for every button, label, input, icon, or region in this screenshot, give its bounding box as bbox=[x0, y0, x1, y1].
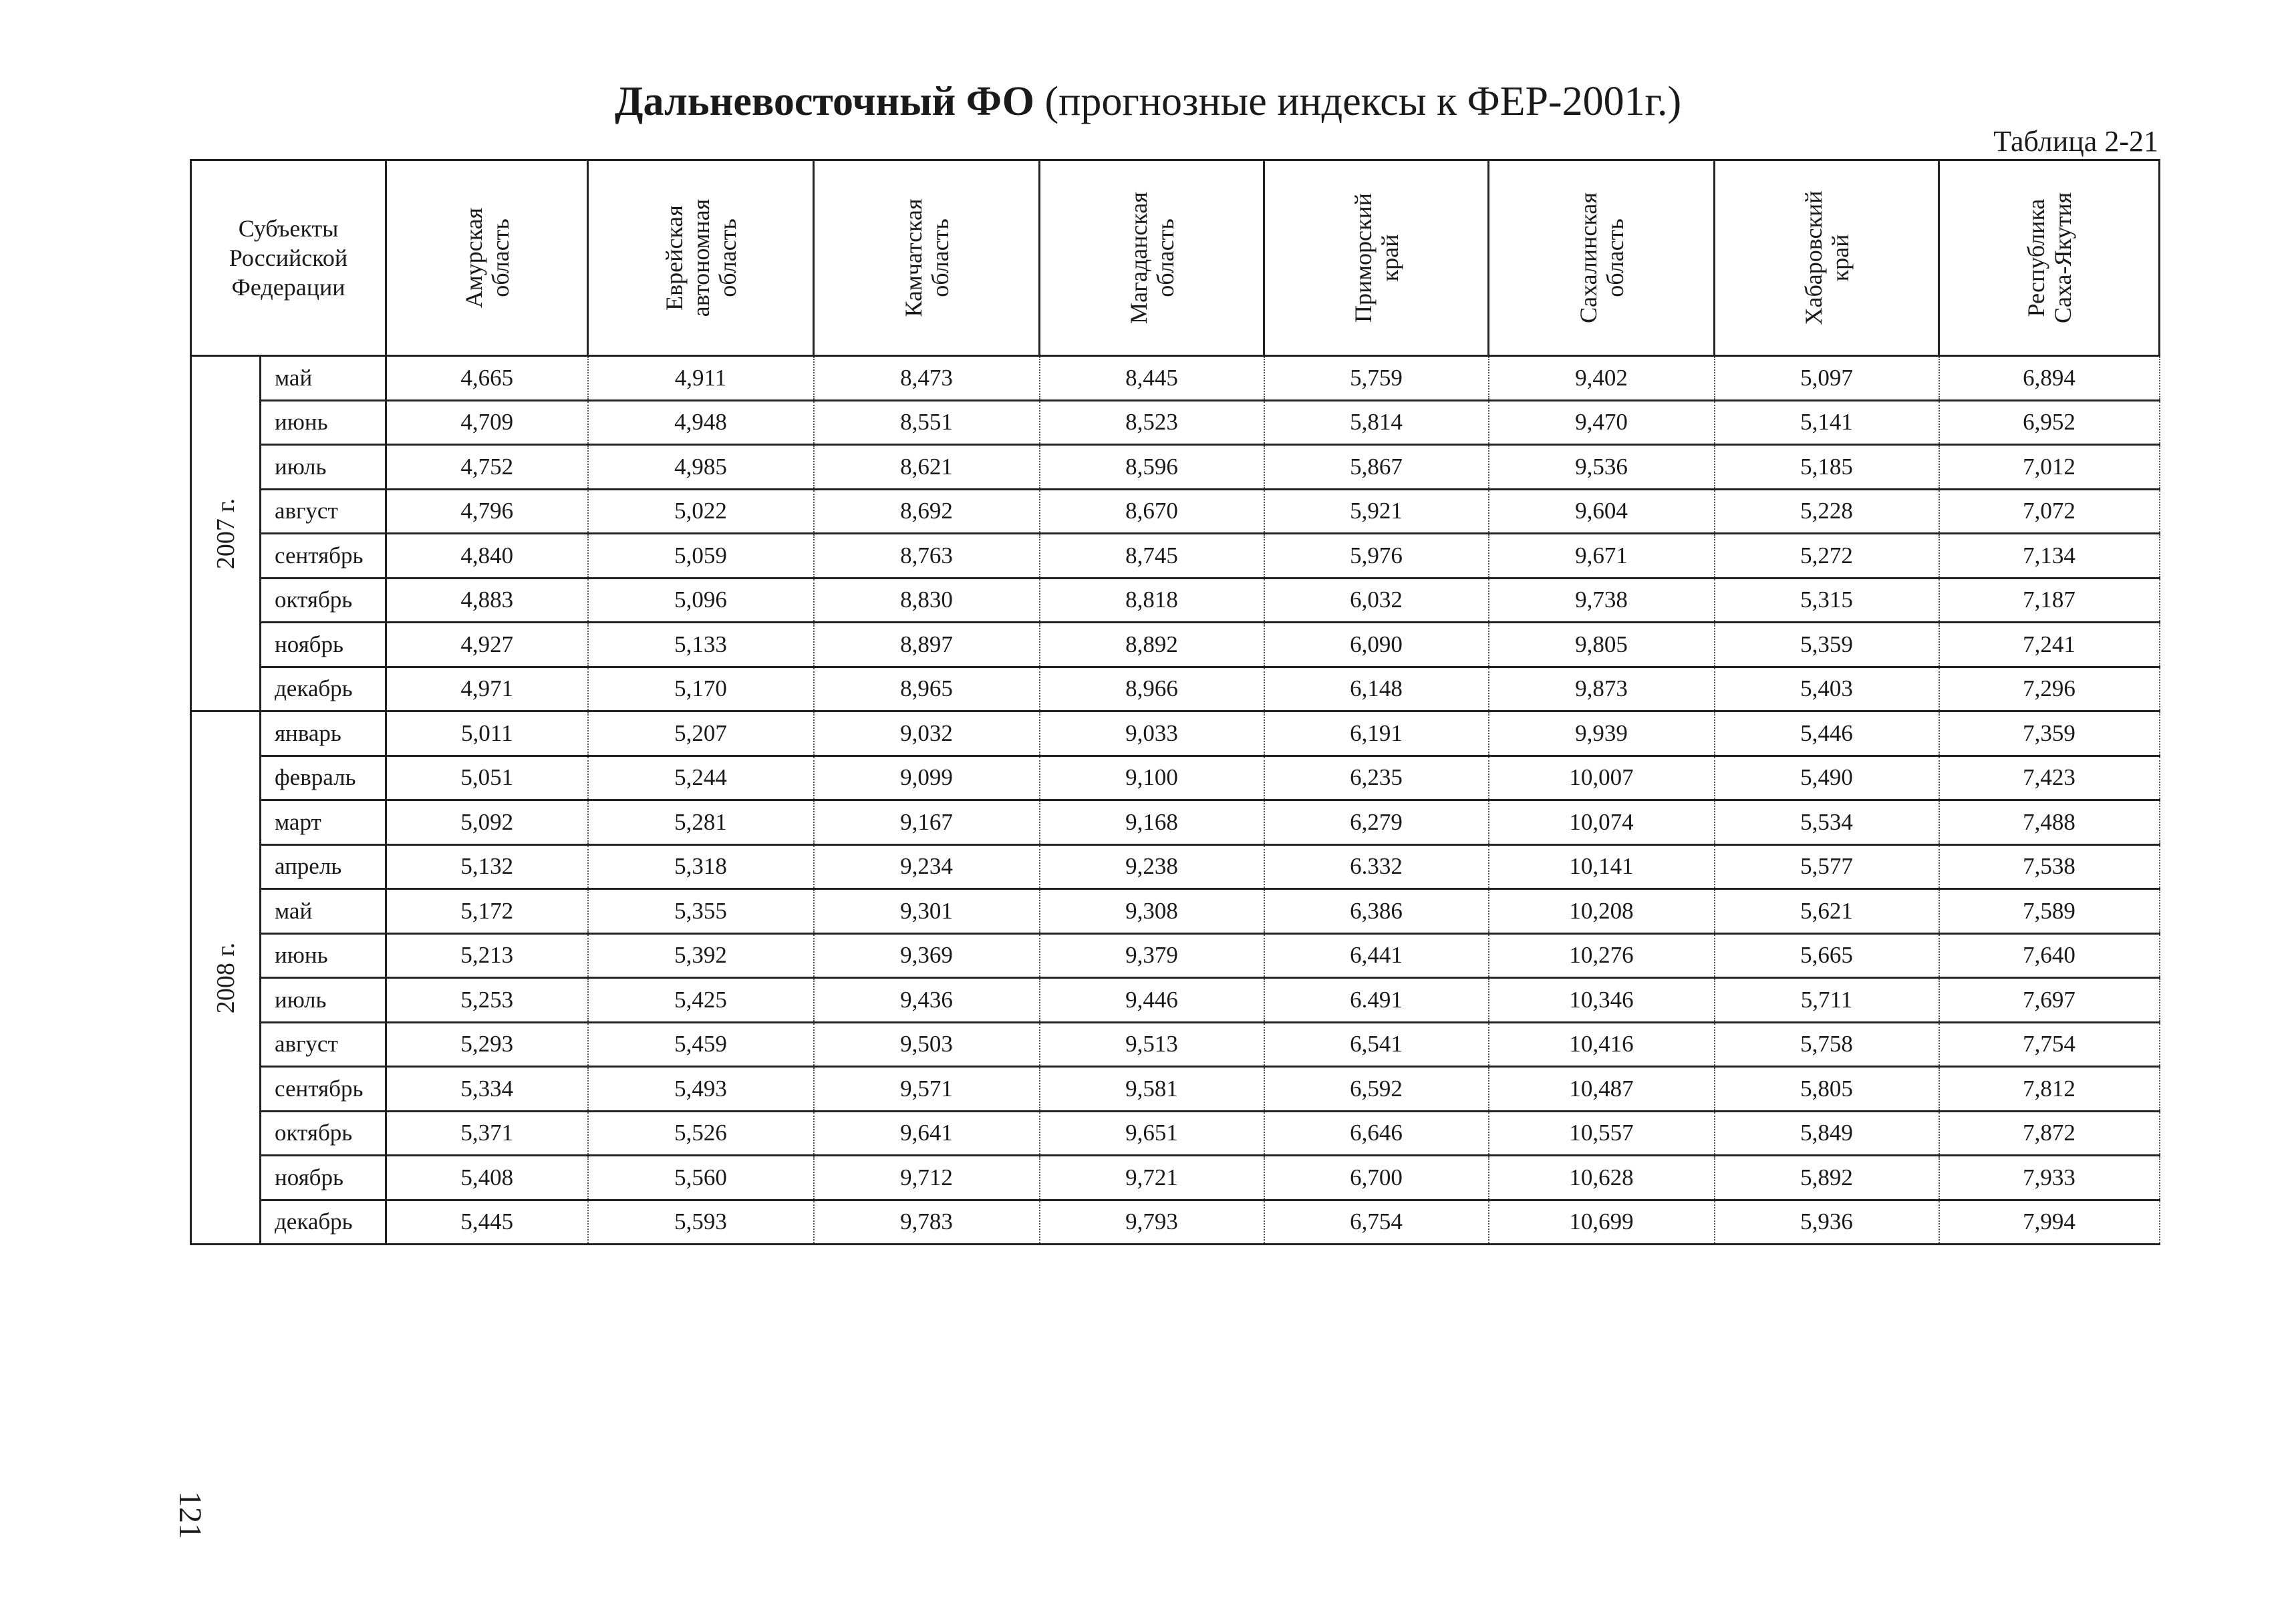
value-cell: 5,560 bbox=[588, 1156, 814, 1200]
value-cell: 5,011 bbox=[386, 711, 588, 756]
value-cell: 9,402 bbox=[1489, 356, 1715, 401]
value-cell: 5,459 bbox=[588, 1022, 814, 1067]
value-cell: 5,334 bbox=[386, 1067, 588, 1112]
value-cell: 4,927 bbox=[386, 623, 588, 667]
value-cell: 7,423 bbox=[1939, 756, 2160, 800]
value-cell: 7,697 bbox=[1939, 978, 2160, 1023]
table-row bbox=[191, 445, 2160, 490]
value-cell: 9,470 bbox=[1489, 400, 1715, 445]
month-cell: октябрь bbox=[261, 1111, 386, 1156]
value-cell: 7,296 bbox=[1939, 667, 2160, 711]
value-cell: 10,141 bbox=[1489, 844, 1715, 889]
column-header bbox=[1489, 160, 1715, 356]
value-cell: 6,191 bbox=[1264, 711, 1489, 756]
page-title bbox=[0, 75, 2296, 128]
value-cell: 5,849 bbox=[1715, 1111, 1939, 1156]
value-cell: 6,386 bbox=[1264, 889, 1489, 934]
table-row bbox=[191, 844, 2160, 889]
value-cell: 5,665 bbox=[1715, 933, 1939, 978]
month-cell: апрель bbox=[261, 844, 386, 889]
value-cell: 9,301 bbox=[814, 889, 1040, 934]
value-cell: 4,948 bbox=[588, 400, 814, 445]
value-cell: 4,796 bbox=[386, 489, 588, 534]
value-cell: 9,234 bbox=[814, 844, 1040, 889]
value-cell: 5,759 bbox=[1264, 356, 1489, 401]
month-cell: февраль bbox=[261, 756, 386, 800]
month-cell: июль bbox=[261, 978, 386, 1023]
month-cell: март bbox=[261, 800, 386, 845]
index-table bbox=[190, 159, 2160, 1245]
value-cell: 5,097 bbox=[1715, 356, 1939, 401]
value-cell: 10,276 bbox=[1489, 933, 1715, 978]
value-cell: 5,293 bbox=[386, 1022, 588, 1067]
value-cell: 5,403 bbox=[1715, 667, 1939, 711]
value-cell: 9,033 bbox=[1040, 711, 1264, 756]
value-cell: 5,976 bbox=[1264, 534, 1489, 579]
value-cell: 9,738 bbox=[1489, 578, 1715, 623]
value-cell: 8,965 bbox=[814, 667, 1040, 711]
table-row bbox=[191, 489, 2160, 534]
value-cell: 5,921 bbox=[1264, 489, 1489, 534]
month-cell: август bbox=[261, 489, 386, 534]
value-cell: 5,758 bbox=[1715, 1022, 1939, 1067]
value-cell: 8,692 bbox=[814, 489, 1040, 534]
value-cell: 5,814 bbox=[1264, 400, 1489, 445]
value-cell: 9,503 bbox=[814, 1022, 1040, 1067]
column-header-label: Сахалинская область bbox=[1574, 192, 1628, 323]
value-cell: 4,840 bbox=[386, 534, 588, 579]
value-cell: 9,712 bbox=[814, 1156, 1040, 1200]
table-row bbox=[191, 623, 2160, 667]
value-cell: 9,308 bbox=[1040, 889, 1264, 934]
value-cell: 5,490 bbox=[1715, 756, 1939, 800]
column-header bbox=[1715, 160, 1939, 356]
header-row bbox=[191, 160, 2160, 356]
value-cell: 8,473 bbox=[814, 356, 1040, 401]
value-cell: 5,253 bbox=[386, 978, 588, 1023]
value-cell: 8,523 bbox=[1040, 400, 1264, 445]
value-cell: 5,092 bbox=[386, 800, 588, 845]
table-row bbox=[191, 756, 2160, 800]
title-rest: (прогнозные индексы к ФЕР-2001г.) bbox=[1034, 79, 1682, 124]
table-row bbox=[191, 800, 2160, 845]
table-row bbox=[191, 711, 2160, 756]
value-cell: 5,577 bbox=[1715, 844, 1939, 889]
value-cell: 7,812 bbox=[1939, 1067, 2160, 1112]
value-cell: 9,436 bbox=[814, 978, 1040, 1023]
value-cell: 6,592 bbox=[1264, 1067, 1489, 1112]
value-cell: 5,315 bbox=[1715, 578, 1939, 623]
value-cell: 9,604 bbox=[1489, 489, 1715, 534]
value-cell: 7,589 bbox=[1939, 889, 2160, 934]
value-cell: 5,425 bbox=[588, 978, 814, 1023]
value-cell: 5,213 bbox=[386, 933, 588, 978]
value-cell: 8,596 bbox=[1040, 445, 1264, 490]
value-cell: 6,952 bbox=[1939, 400, 2160, 445]
value-cell: 7,359 bbox=[1939, 711, 2160, 756]
month-cell: сентябрь bbox=[261, 1067, 386, 1112]
table-label: Таблица 2-21 bbox=[1993, 125, 2158, 158]
table-row bbox=[191, 400, 2160, 445]
column-header bbox=[814, 160, 1040, 356]
value-cell: 10,699 bbox=[1489, 1200, 1715, 1245]
value-cell: 5,621 bbox=[1715, 889, 1939, 934]
value-cell: 5,281 bbox=[588, 800, 814, 845]
value-cell: 9,369 bbox=[814, 933, 1040, 978]
value-cell: 9,536 bbox=[1489, 445, 1715, 490]
value-cell: 9,446 bbox=[1040, 978, 1264, 1023]
value-cell: 5,141 bbox=[1715, 400, 1939, 445]
value-cell: 5,392 bbox=[588, 933, 814, 978]
value-cell: 6,700 bbox=[1264, 1156, 1489, 1200]
value-cell: 8,897 bbox=[814, 623, 1040, 667]
value-cell: 9,238 bbox=[1040, 844, 1264, 889]
value-cell: 9,571 bbox=[814, 1067, 1040, 1112]
value-cell: 6,279 bbox=[1264, 800, 1489, 845]
table-row bbox=[191, 667, 2160, 711]
value-cell: 5,355 bbox=[588, 889, 814, 934]
table-row bbox=[191, 356, 2160, 401]
value-cell: 8,745 bbox=[1040, 534, 1264, 579]
year-label: 2008 г. bbox=[211, 942, 240, 1013]
value-cell: 5,185 bbox=[1715, 445, 1939, 490]
value-cell: 5,207 bbox=[588, 711, 814, 756]
month-cell: декабрь bbox=[261, 667, 386, 711]
value-cell: 8,551 bbox=[814, 400, 1040, 445]
year-cell bbox=[191, 711, 261, 1245]
value-cell: 9,581 bbox=[1040, 1067, 1264, 1112]
table-body bbox=[191, 356, 2160, 1245]
table-row bbox=[191, 889, 2160, 934]
value-cell: 5,244 bbox=[588, 756, 814, 800]
value-cell: 9,641 bbox=[814, 1111, 1040, 1156]
value-cell: 4,985 bbox=[588, 445, 814, 490]
value-cell: 4,971 bbox=[386, 667, 588, 711]
value-cell: 8,892 bbox=[1040, 623, 1264, 667]
value-cell: 7,933 bbox=[1939, 1156, 2160, 1200]
value-cell: 8,763 bbox=[814, 534, 1040, 579]
value-cell: 7,134 bbox=[1939, 534, 2160, 579]
value-cell: 6,235 bbox=[1264, 756, 1489, 800]
value-cell: 7,640 bbox=[1939, 933, 2160, 978]
value-cell: 6,894 bbox=[1939, 356, 2160, 401]
value-cell: 10,628 bbox=[1489, 1156, 1715, 1200]
value-cell: 5,133 bbox=[588, 623, 814, 667]
month-cell: ноябрь bbox=[261, 623, 386, 667]
month-cell: август bbox=[261, 1022, 386, 1067]
column-header bbox=[1939, 160, 2160, 356]
value-cell: 9,721 bbox=[1040, 1156, 1264, 1200]
value-cell: 5,359 bbox=[1715, 623, 1939, 667]
value-cell: 5,867 bbox=[1264, 445, 1489, 490]
value-cell: 9,513 bbox=[1040, 1022, 1264, 1067]
value-cell: 7,241 bbox=[1939, 623, 2160, 667]
table-row bbox=[191, 1022, 2160, 1067]
month-cell: сентябрь bbox=[261, 534, 386, 579]
value-cell: 5,172 bbox=[386, 889, 588, 934]
table-row bbox=[191, 978, 2160, 1023]
table-row bbox=[191, 933, 2160, 978]
value-cell: 7,538 bbox=[1939, 844, 2160, 889]
value-cell: 10,346 bbox=[1489, 978, 1715, 1023]
table-row bbox=[191, 578, 2160, 623]
value-cell: 5,445 bbox=[386, 1200, 588, 1245]
value-cell: 6,541 bbox=[1264, 1022, 1489, 1067]
value-cell: 7,072 bbox=[1939, 489, 2160, 534]
value-cell: 5,892 bbox=[1715, 1156, 1939, 1200]
value-cell: 4,752 bbox=[386, 445, 588, 490]
value-cell: 6.332 bbox=[1264, 844, 1489, 889]
value-cell: 6.491 bbox=[1264, 978, 1489, 1023]
value-cell: 5,526 bbox=[588, 1111, 814, 1156]
value-cell: 9,168 bbox=[1040, 800, 1264, 845]
month-cell: октябрь bbox=[261, 578, 386, 623]
value-cell: 6,441 bbox=[1264, 933, 1489, 978]
value-cell: 9,100 bbox=[1040, 756, 1264, 800]
value-cell: 5,593 bbox=[588, 1200, 814, 1245]
corner-header: Субъекты Российской Федерации bbox=[191, 160, 386, 356]
value-cell: 10,416 bbox=[1489, 1022, 1715, 1067]
year-cell bbox=[191, 356, 261, 711]
value-cell: 9,167 bbox=[814, 800, 1040, 845]
month-cell: июнь bbox=[261, 933, 386, 978]
month-cell: январь bbox=[261, 711, 386, 756]
month-cell: июль bbox=[261, 445, 386, 490]
value-cell: 7,488 bbox=[1939, 800, 2160, 845]
value-cell: 5,371 bbox=[386, 1111, 588, 1156]
column-header-label: Амурская область bbox=[460, 207, 514, 309]
value-cell: 5,711 bbox=[1715, 978, 1939, 1023]
value-cell: 5,272 bbox=[1715, 534, 1939, 579]
value-cell: 5,318 bbox=[588, 844, 814, 889]
value-cell: 4,665 bbox=[386, 356, 588, 401]
value-cell: 6,646 bbox=[1264, 1111, 1489, 1156]
table-row bbox=[191, 1111, 2160, 1156]
column-header bbox=[386, 160, 588, 356]
value-cell: 10,208 bbox=[1489, 889, 1715, 934]
value-cell: 7,872 bbox=[1939, 1111, 2160, 1156]
value-cell: 10,557 bbox=[1489, 1111, 1715, 1156]
value-cell: 4,911 bbox=[588, 356, 814, 401]
column-header-label: Республика Саха-Якутия bbox=[2022, 192, 2076, 324]
value-cell: 5,228 bbox=[1715, 489, 1939, 534]
column-header-label: Приморский край bbox=[1349, 192, 1403, 323]
month-cell: декабрь bbox=[261, 1200, 386, 1245]
value-cell: 10,487 bbox=[1489, 1067, 1715, 1112]
year-label: 2007 г. bbox=[211, 498, 240, 569]
title-bold: Дальневосточный ФО bbox=[614, 79, 1035, 124]
value-cell: 5,132 bbox=[386, 844, 588, 889]
value-cell: 5,446 bbox=[1715, 711, 1939, 756]
value-cell: 5,059 bbox=[588, 534, 814, 579]
value-cell: 5,493 bbox=[588, 1067, 814, 1112]
value-cell: 9,793 bbox=[1040, 1200, 1264, 1245]
table-row bbox=[191, 1156, 2160, 1200]
column-header-label: Магаданская область bbox=[1125, 192, 1179, 324]
value-cell: 9,099 bbox=[814, 756, 1040, 800]
month-cell: ноябрь bbox=[261, 1156, 386, 1200]
table-row bbox=[191, 1067, 2160, 1112]
value-cell: 10,074 bbox=[1489, 800, 1715, 845]
value-cell: 5,534 bbox=[1715, 800, 1939, 845]
column-header-label: Еврейская автономная область bbox=[660, 198, 741, 317]
value-cell: 6,090 bbox=[1264, 623, 1489, 667]
value-cell: 7,187 bbox=[1939, 578, 2160, 623]
value-cell: 10,007 bbox=[1489, 756, 1715, 800]
column-header-label: Хабаровский край bbox=[1800, 190, 1854, 325]
value-cell: 9,379 bbox=[1040, 933, 1264, 978]
value-cell: 9,671 bbox=[1489, 534, 1715, 579]
value-cell: 7,994 bbox=[1939, 1200, 2160, 1245]
column-header bbox=[588, 160, 814, 356]
page-number: 121 bbox=[172, 1491, 208, 1539]
column-header bbox=[1264, 160, 1489, 356]
value-cell: 4,709 bbox=[386, 400, 588, 445]
table-row bbox=[191, 1200, 2160, 1245]
month-cell: май bbox=[261, 356, 386, 401]
value-cell: 9,873 bbox=[1489, 667, 1715, 711]
value-cell: 9,651 bbox=[1040, 1111, 1264, 1156]
value-cell: 5,051 bbox=[386, 756, 588, 800]
value-cell: 5,408 bbox=[386, 1156, 588, 1200]
value-cell: 8,670 bbox=[1040, 489, 1264, 534]
value-cell: 8,445 bbox=[1040, 356, 1264, 401]
value-cell: 6,032 bbox=[1264, 578, 1489, 623]
value-cell: 5,096 bbox=[588, 578, 814, 623]
value-cell: 6,754 bbox=[1264, 1200, 1489, 1245]
value-cell: 7,012 bbox=[1939, 445, 2160, 490]
value-cell: 5,170 bbox=[588, 667, 814, 711]
value-cell: 9,805 bbox=[1489, 623, 1715, 667]
value-cell: 5,936 bbox=[1715, 1200, 1939, 1245]
value-cell: 6,148 bbox=[1264, 667, 1489, 711]
value-cell: 8,966 bbox=[1040, 667, 1264, 711]
value-cell: 9,032 bbox=[814, 711, 1040, 756]
column-header-label: Камчатская область bbox=[899, 198, 954, 317]
month-cell: май bbox=[261, 889, 386, 934]
table-row bbox=[191, 534, 2160, 579]
value-cell: 8,830 bbox=[814, 578, 1040, 623]
value-cell: 5,022 bbox=[588, 489, 814, 534]
value-cell: 9,939 bbox=[1489, 711, 1715, 756]
value-cell: 5,805 bbox=[1715, 1067, 1939, 1112]
value-cell: 4,883 bbox=[386, 578, 588, 623]
column-header bbox=[1040, 160, 1264, 356]
month-cell: июнь bbox=[261, 400, 386, 445]
value-cell: 7,754 bbox=[1939, 1022, 2160, 1067]
value-cell: 8,818 bbox=[1040, 578, 1264, 623]
value-cell: 9,783 bbox=[814, 1200, 1040, 1245]
value-cell: 8,621 bbox=[814, 445, 1040, 490]
